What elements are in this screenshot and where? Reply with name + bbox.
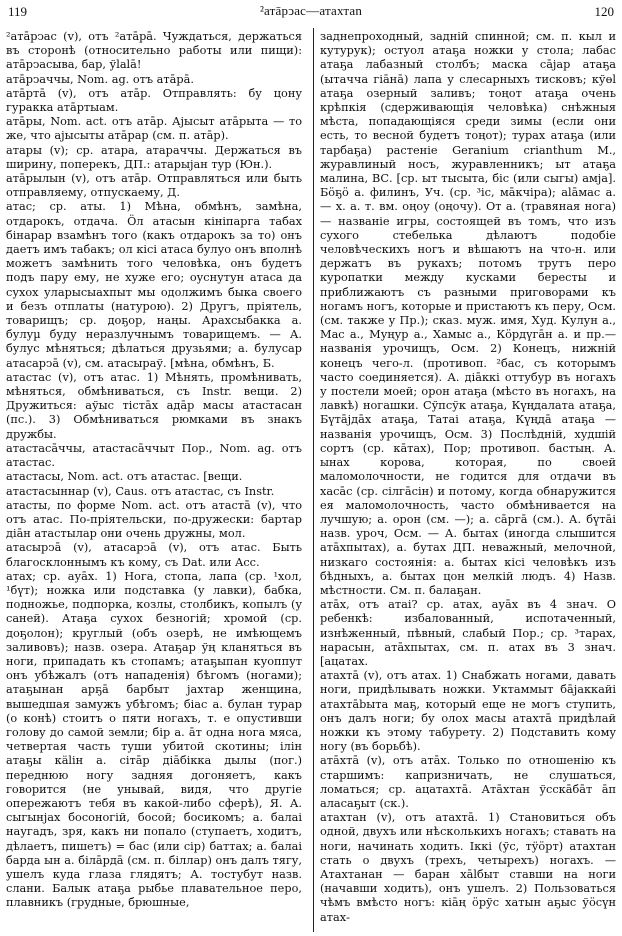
dictionary-entry: атастасыннар (v), Caus. отъ атастас, съ Instr. xyxy=(6,484,275,498)
left-column xyxy=(6,30,302,932)
right-page-number: 120 xyxy=(594,4,614,19)
dictionary-entry: атас; ср. аты. 1) Мѣна, обмѣнъ, замѣна, отдарокъ, отдача. Ӧл атасын кiнiпарга табах бiнарар взамѣнъ того (какъ отдарокъ за то) онъ даетъ имъ табакъ; ол кiсi атаса булуо онъ вполнѣ можетъ замѣнить того человѣка, онъ будетъ подъ пару ему, не хуже его; оуснутун атаса да сухох уларысыахпыт мы одолжимъ быка своего и безъ отплаты (натурою). 2) Другъ, пріятель, товарищъ; ср. доҕор, наңы. Арахсыбакка а. булуµ буду неразлучнымъ товарищемъ. — А. булус мѣняться; дѣлаться друзьями; а. булусар атасарↄā (v), см. атасыраў. [мѣна, обмѣнъ, Б. xyxy=(6,200,302,370)
dictionary-entry: атāхтā (v), отъ атāх. Только по отношенію къ старшимъ: капризничать, не слушаться, ломаться; ср. ацатахтā. Атāхтан ўсскāбāт āп аласаҕыт (ск.). xyxy=(320,754,616,810)
dictionary-entry: атары (v); ср. атара, атараччы. Держаться въ ширину, поперекъ, ДП.: атарыjан тур (Юн.). xyxy=(6,143,302,171)
dictionary-entry: ²атāрↄас (v), отъ ²атāрā. Чуждаться, держаться въ сторонѣ (относительно работы или пищи): атāрↄасыва, бар, ўlаlā! xyxy=(6,30,302,72)
dictionary-entry: атāрылын (v), отъ атāр. Отправляться или быть отправляему, отпускаему, Д. xyxy=(6,172,302,200)
dictionary-entry: атасырↄā (v), атасарↄā (v), отъ атас. Быть благосклоннымъ къ кому, съ Dat. или Acc. xyxy=(6,541,302,569)
dictionary-entry: атастасы, Nom. act. отъ атастас. [вещи. xyxy=(6,470,243,484)
dictionary-entry: заднепроходный, задній спинной; см. п. кыл и кутурук); остуол атаҕа ножки у стола; лабас атаҕа лабазный столбъ; маска сājар атаҕа (ытачча гiāнā) лапа у слесарныхъ тисковъ; кўөl атаҕа озерный заливъ; тоңот атаҕа очень крѣпкія (сдерживающія человѣка) снѣжныя мѣста, попадающіяся среди зимы (если они есть, то весной будетъ тоңот); тураx атаҕа (или тарбаҕа) растеніе Geranium crianthum М., журавлиный носъ, журавленникъ; ыт атаҕа малина, ВС. [ср. ыт тысыта, бiс (или сыгы) амjа]. Бӧҕӧ а. филинъ, Уч. (ср. ³iс, мāкчiра); аlāмас а. — х. а. т. вм. оңоу (оңочу). От а. (травяная нога) — названіе игры, состоящей въ томъ, что изъ сухого стебелька дѣлаютъ подобіе человѣческихъ ногъ и вѣшаютъ на что-н. или держатъ въ рукахъ; потомъ трутъ перо куропатки между кусками бересты и приближаютъ съ разными приговорами къ ногамъ ногъ, которые и пристаютъ къ перу, Осм. (см. также у Пр.); сказ. муж. имя, Худ. Кулун а., Мас а., Муңур а., Хамыс а., Кӧрдүгāн а. и пр.— названія урочищъ, Осм. 2) Конецъ, нижній конецъ чего-л. (противоп. ²бас, съ которымъ часто соединяется). А. дiāккi оттубур въ ногахъ у постели моей; орон атаҕа (мѣсто въ ногахъ, на лавкѣ) ногашки. Сўпсўк атаҕа, Күңдалата атаҕа, Бүтājдāх атаҕа, Татаі атаҕа, Күңдā атаҕа — названія урочищъ, Осм. 3) Послѣдній, худшій сортъ (ср. кāтах), Пор; противоп. бастың. А. ынах корова, которая, по своей маломолочности, не годится для отдачи въ хасāс (ср. сiлгāсiн) и потому, когда обнаружится ея маломолочность, часто обмѣнивается на лучшую; а. орон (см. —); а. сāргā (см.). А. бүтāі назв. уроч, Осм. — А. бытах (иногда слышится атāхпытах), а. бутах ДП. неважный, мелочной, низкаго состоянія: а. бытах кiсi человѣкъ изъ бѣдныхъ, а. бытах цон мелкій людъ. 4) Назв. мѣстности. См. п. балаҕан. xyxy=(320,30,616,597)
column-divider xyxy=(313,28,314,932)
dictionary-entry: атāх, отъ атаі? ср. атах, ауāх въ 4 знач. О ребенкѣ: избалованный, испотаченный, изнѣженный, пѣвный, слабый Пор.; ср. ³тарах, нарасын, атāхпытах, см. п. атах въ 3 знач. [ацатах. xyxy=(320,598,616,668)
dictionary-entry: атасты, по форме Nom. act. отъ атастā (v), что отъ атас. По-пріятельски, по-дружески: бартар дiāн атастылар они очень дружны, мол. xyxy=(6,498,302,541)
dictionary-entry: атāртā (v), отъ атāр. Отправлять: бу цону гуракка атāртыам. xyxy=(6,86,302,115)
dictionary-entry: атастас (v), отъ атас. 1) Мѣнять, промѣнивать, мѣняться, обмѣниваться, съ Instr. вещи. 2) Дружиться: аўыс тiстāх адāр масы атастасан (пс.). 3) Обмѣниваться рюмками въ знакъ дружбы. xyxy=(6,370,302,441)
dictionary-entry: атастасāччы, атастасāччыт Пор., Nom. ag. отъ атастас. xyxy=(6,441,302,470)
page-header xyxy=(0,2,622,24)
dictionary-entry: атах; ср. ауāх. 1) Нога, стопа, лапа (ср. ¹хол, ¹бүт); ножка или подставка (у лавки), бабка, подножье, подпорка, козлы, столбикъ, копылъ (у саней). Атаҕа сухох безногій; хромой (ср. доҕолон); круглый (объ озерѣ, не имѣющемъ заливовъ); назв. озера. Атаҕар ўң кланяться въ ноги, припадать къ стопамъ; атаҕыпан куоппут онъ убѣжалъ (отъ нападенія) бѣгомъ (ногами); атаҕынан арҕā барбыт jахтар женщина, вышедшая замужъ убѣгомъ; бiас а. булан турар (о конѣ) стоитъ о пяти ногахъ, т. е опустивши голову до самой земли; бiр а. āт одна нога мяса, четвертая часть туши убитой скотины; iлiн атаҕы кäliн а. сiтāр дiāбiкка дылы (пог.) переднюю ногу задняя догоняетъ, какъ говорится (не унывай, видя, что другіе опережаютъ тебя въ какой-либо сферѣ), Я. А. сыгынjах босоногій, босой; босикомъ; а. балаі наугадъ, зря, какъ ни попало (ступаетъ, ходитъ, дѣлаетъ, пишетъ) = бас (или сiр) баттах; а. балаі барда ын а. бiлāрдā (см. п. бiллар) онъ далъ тягу, ушелъ куда глаза глядятъ; А. тостубут назв. слани. Балык атаҕа рыбье плавательное перо, плавникъ (грудные, брюшные, xyxy=(6,569,302,910)
dictionary-entry: атахтā (v), отъ атах. 1) Снабжать ногами, давать ноги, придѣлывать ножки. Уктаммыт бājаккайi атахтābыта маҕ, который еще не могъ ступить, онъ далъ ноги; бу олох масы атахтā придѣлай ножки къ этому табурету. 2) Подставить кому ногу (въ борьбѣ). xyxy=(320,669,616,754)
running-head: ²атāрↄас—атахтаn xyxy=(259,3,363,18)
dictionary-entry: атāры, Nom. act. отъ атāр. Аjысыт атāрыта — то же, что аjысыты атāрар (см. п. атāр). xyxy=(6,115,302,143)
dictionary-entry: атāрↄаччы, Nom. ag. отъ атāрā. xyxy=(6,72,194,86)
left-page-number: 119 xyxy=(8,4,28,19)
dictionary-entry: атахтан (v), отъ атахтā. 1) Становиться объ одной, двухъ или нѣсколькихъ ногахъ; ставать на ноги, начинать ходить. Iккi (ўс, тӱӧрт) атахтан стать о двухъ (трехъ, четырехъ) ногахъ. — Атахтанан — баран хālбыт ставши на ноги (начавши ходить), онъ ушелъ. 2) Пользоваться чѣмъ вмѣсто ногъ: кiāң ӧрўс хатын аҕыс ўӧсүн атах- xyxy=(320,811,616,924)
right-column xyxy=(320,30,616,932)
